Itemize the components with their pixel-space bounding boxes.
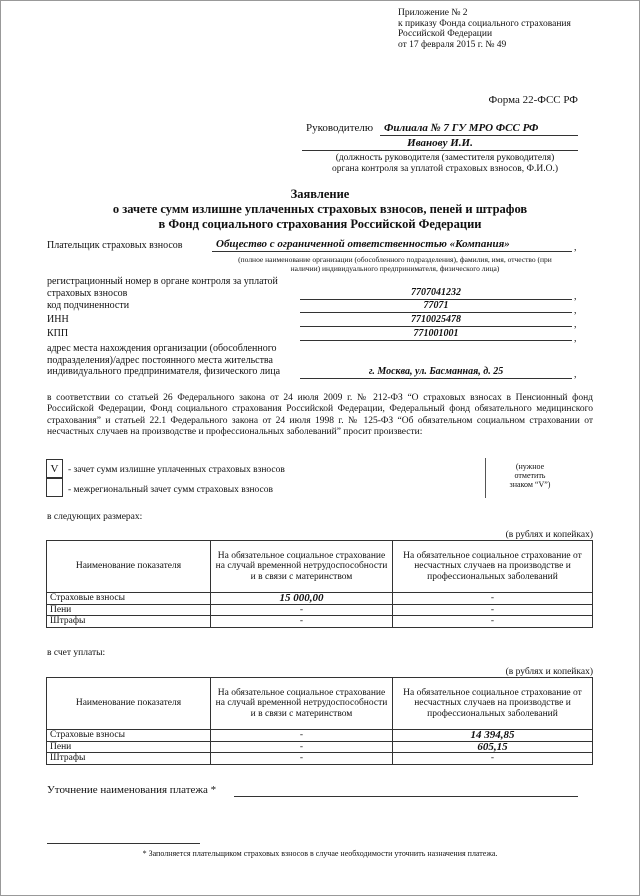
section2-label: в счет уплаты:: [47, 648, 106, 658]
title-line: в Фонд социального страхования Российской Федерации: [158, 217, 482, 231]
table-row: Страховые взносы 15 000,00 -: [47, 593, 593, 605]
table-row: Пени - -: [47, 604, 593, 616]
table-payment-amounts: Наименование показателя На обязательное социальное страхование на случай временной нетрудоспособности и в связи с материнством На обязательное социальное страхование от несчастных случаев на производстве и профессиональных заболеваний Страховые взносы - 14 394,85 Пени - 605,15 Штрафы - -: [46, 677, 593, 765]
caption-line: (должность руководителя (заместителя руководителя): [335, 153, 555, 163]
recipient-caption: [310, 153, 580, 174]
caption-line: наличии) индивидуального предпринимателя, физического лица): [290, 264, 500, 273]
appendix-line: к приказу Фонда социального страхования: [398, 18, 571, 29]
recipient-name: Иванову И.И.: [302, 137, 578, 151]
section1-label: в следующих размерах:: [47, 512, 143, 522]
field-reg-value: 7707041232: [300, 287, 572, 300]
option-offset-label: - зачет сумм излишне уплаченных страховых взносов: [68, 465, 285, 475]
option-interregional-label: - межрегиональный зачет сумм страховых взносов: [68, 485, 273, 495]
caption-line: (полное наименование организации (обособленного подразделения), фамилия, имя, отчество (при: [238, 255, 552, 264]
title-line: Заявление: [290, 187, 350, 201]
payer-value: Общество с ограниченной ответственностью «Компания»: [212, 238, 572, 252]
table-row: Штрафы - -: [47, 753, 593, 765]
checkbox-interregional-offset[interactable]: [46, 478, 63, 497]
legal-paragraph: в соответствии со статьей 26 Федерального закона от 24 июля 2009 г. № 212-ФЗ “О страховых взносах в Пенсионный фонд Российской Федерации, Фонд социального страхования Российской Федерации, Федеральный фонд обязательного медицинского страхования” и статьей 22.1 Федерального закона от 24 июля 1998 г. № 125-ФЗ “Об обязательном социальном страховании от несчастных случаев на производстве и профессиональных заболеваний” просит произвести:: [47, 393, 593, 437]
document-title: [0, 187, 640, 232]
payer-label: Плательщик страховых взносов: [47, 240, 183, 251]
clarification-label: Уточнение наименования платежа *: [47, 784, 217, 796]
recipient-label: Руководителю: [306, 122, 374, 134]
appendix-line: от 17 февраля 2015 г. № 49: [398, 39, 507, 50]
comma: ,: [574, 369, 577, 380]
field-reg-label: регистрационный номер в органе контроля за уплатой страховых взносов: [47, 276, 278, 299]
field-kpp-label: КПП: [47, 328, 69, 339]
field-subordination-label: код подчиненности: [47, 300, 130, 311]
appendix-line: Приложение № 2: [398, 8, 468, 18]
divider: [485, 458, 486, 498]
table-offset-amounts: Наименование показателя На обязательное социальное страхование на случай временной нетрудоспособности и в связи с материнством На обязательное социальное страхование от несчастных случаев на производстве и профессиональных заболеваний Страховые взносы 15 000,00 - Пени - - Штрафы - -: [46, 540, 593, 628]
units-label: (в рублях и копейках): [505, 667, 593, 677]
field-inn-value: 7710025478: [300, 314, 572, 327]
footnote-separator: [47, 843, 200, 844]
table-row: Пени - 605,15: [47, 741, 593, 753]
field-address-label: адрес места нахождения организации (обособленного подразделения)/адрес постоянного места жительства индивидуального предпринимателя, физического лица: [47, 343, 281, 377]
form-name: Форма 22-ФСС РФ: [488, 94, 578, 106]
field-inn-label: ИНН: [47, 314, 69, 325]
field-subordination-value: 77071: [300, 300, 572, 313]
units-label: (в рублях и копейках): [505, 530, 593, 540]
comma: ,: [574, 242, 577, 253]
clarification-field[interactable]: [234, 796, 578, 797]
checkbox-offset[interactable]: V: [46, 459, 63, 478]
payer-caption: [205, 255, 585, 273]
table-row: Страховые взносы - 14 394,85: [47, 730, 593, 742]
recipient-org: Филиала № 7 ГУ МРО ФСС РФ: [380, 122, 578, 136]
footnote: * Заполняется плательщиком страховых взносов в случае необходимости уточнить назначения платежа.: [142, 849, 498, 858]
field-address-value: г. Москва, ул. Басманная, д. 25: [300, 366, 572, 379]
field-kpp-value: 771001001: [300, 328, 572, 341]
appendix-note: [398, 8, 571, 50]
table-row: Штрафы - -: [47, 616, 593, 628]
appendix-line: Российской Федерации: [398, 29, 493, 39]
caption-line: органа контроля за уплатой страховых взносов, Ф.И.О.): [331, 163, 559, 174]
options-note: (нужное отметить знаком “V”): [509, 462, 551, 489]
commas: , , , ,: [574, 291, 577, 344]
title-line: о зачете сумм излишне уплаченных страховых взносов, пеней и штрафов: [112, 202, 528, 216]
